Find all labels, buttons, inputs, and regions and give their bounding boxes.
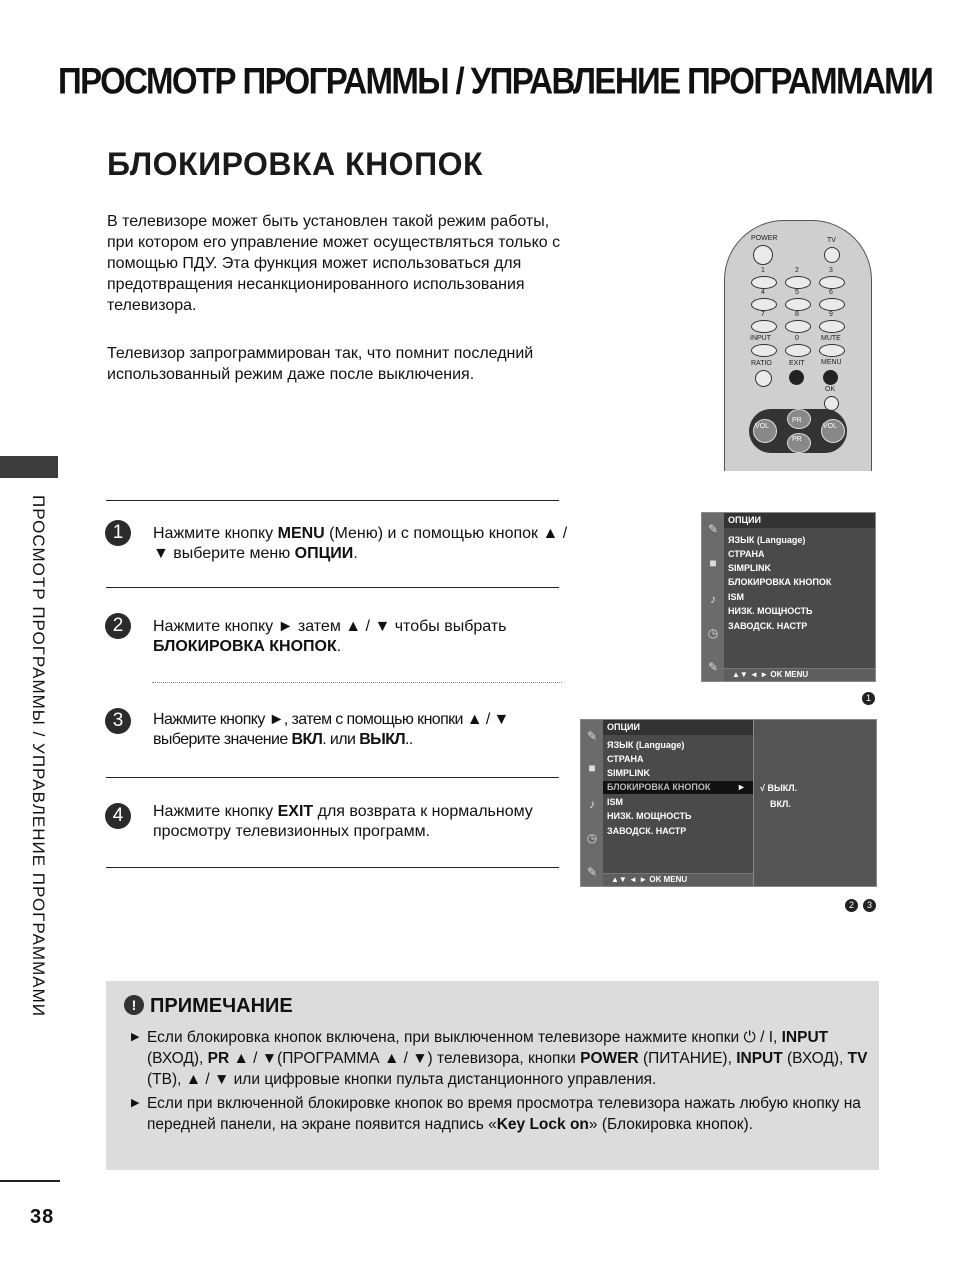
menu-icon-column bbox=[702, 513, 724, 681]
step-number: 3 bbox=[105, 708, 131, 734]
dotted-divider bbox=[152, 682, 562, 683]
digit-label: 3 bbox=[829, 267, 833, 274]
side-section-label: ПРОСМОТР ПРОГРАММЫ / УПРАВЛЕНИЕ ПРОГРАММАМИ bbox=[29, 495, 48, 1017]
menu-header: ОПЦИИ bbox=[724, 513, 875, 528]
menu-header: ОПЦИИ bbox=[603, 720, 753, 735]
digit-button bbox=[785, 320, 811, 333]
figure-badge: 3 bbox=[863, 899, 876, 912]
digit-button bbox=[751, 320, 777, 333]
exclamation-icon: ! bbox=[124, 995, 144, 1015]
note-box bbox=[106, 981, 879, 1170]
menu-item: ЯЗЫК (Language) bbox=[728, 535, 806, 545]
note-heading bbox=[124, 995, 293, 1018]
page-title: ПРОСМОТР ПРОГРАММЫ / УПРАВЛЕНИЕ ПРОГРАММАМИ bbox=[58, 60, 933, 102]
step-3-text: Нажмите кнопку ►, затем с помощью кнопки ▲ / ▼ выберите значение ВКЛ. или ВЫКЛ.. bbox=[153, 711, 509, 748]
mute-button bbox=[819, 344, 845, 357]
note-title: ПРИМЕЧАНИЕ bbox=[150, 995, 293, 1017]
exit-button bbox=[789, 370, 804, 385]
power-button bbox=[753, 245, 773, 265]
pr-up-label: PR bbox=[792, 417, 802, 424]
menu-footer: ▲▼ ◄ ► OK MENU bbox=[603, 873, 753, 886]
menu-icon-column bbox=[581, 720, 603, 886]
audio-icon: ♪ bbox=[589, 797, 595, 811]
digit-button bbox=[751, 276, 777, 289]
options-menu-screenshot bbox=[701, 512, 876, 682]
menu-item: СТРАНА bbox=[607, 754, 644, 764]
setup-icon: ✎ bbox=[707, 522, 719, 536]
digit-label: 4 bbox=[761, 289, 765, 296]
mute-label: MUTE bbox=[821, 335, 841, 342]
tv-button bbox=[824, 247, 840, 263]
submenu-option-off: √ ВЫКЛ. bbox=[760, 783, 798, 793]
submenu-arrow-icon: ► bbox=[737, 782, 746, 792]
time-icon: ◷ bbox=[707, 626, 719, 640]
digit-label: 5 bbox=[795, 289, 799, 296]
bullet-triangle-icon: ▶ bbox=[131, 1097, 140, 1109]
menu-item: SIMPLINK bbox=[728, 563, 772, 573]
ratio-label: RATIO bbox=[751, 360, 772, 367]
side-tab-marker bbox=[0, 456, 58, 478]
digit-button bbox=[819, 320, 845, 333]
figure-badge: 1 bbox=[862, 692, 875, 705]
footer-rule bbox=[0, 1180, 60, 1182]
digit-button bbox=[751, 298, 777, 311]
remote-control-illustration bbox=[724, 220, 872, 471]
menu-item: ISM bbox=[607, 797, 624, 807]
menu-item: ISM bbox=[728, 592, 745, 602]
menu-item: НИЗК. МОЩНОСТЬ bbox=[728, 606, 813, 616]
options-menu-selected-screenshot bbox=[580, 719, 754, 887]
intro-paragraph-2: Телевизор запрограммирован так, что помнит последний использованный режим даже после выключения. bbox=[107, 345, 534, 383]
menu-item: БЛОКИРОВКА КНОПОК bbox=[728, 577, 832, 587]
vol-left-label: VOL bbox=[755, 423, 770, 430]
menu-item: ЗАВОДСК. НАСТР bbox=[728, 621, 808, 631]
page-number: 38 bbox=[30, 1206, 55, 1228]
digit-label: 7 bbox=[761, 311, 765, 318]
menu-item: НИЗК. МОЩНОСТЬ bbox=[607, 811, 692, 821]
digit-label: 1 bbox=[761, 267, 765, 274]
vol-right-label: VOL bbox=[823, 423, 838, 430]
menu-item: ЗАВОДСК. НАСТР bbox=[607, 826, 687, 836]
picture-icon: ■ bbox=[588, 761, 596, 775]
zero-label: 0 bbox=[795, 335, 799, 342]
digit-button bbox=[819, 298, 845, 311]
setup-icon: ✎ bbox=[586, 729, 598, 743]
picture-icon: ■ bbox=[709, 556, 717, 570]
divider bbox=[106, 867, 559, 868]
digit-label: 8 bbox=[795, 311, 799, 318]
step-2-text: Нажмите кнопку ► затем ▲ / ▼ чтобы выбрать БЛОКИРОВКА КНОПОК. bbox=[153, 618, 507, 655]
submenu-option-on: ВКЛ. bbox=[770, 799, 791, 809]
menu-button bbox=[823, 370, 838, 385]
step-4-text: Нажмите кнопку EXIT для возврата к нормальному просмотру телевизионных программ. bbox=[153, 803, 533, 840]
section-title: БЛОКИРОВКА КНОПОК bbox=[107, 146, 483, 182]
menu-item: ЯЗЫК (Language) bbox=[607, 740, 685, 750]
zero-button bbox=[785, 344, 811, 357]
divider bbox=[106, 777, 559, 778]
time-icon: ◷ bbox=[586, 831, 598, 845]
digit-button bbox=[785, 298, 811, 311]
step-number: 1 bbox=[105, 520, 131, 546]
digit-button bbox=[785, 276, 811, 289]
input-label: INPUT bbox=[750, 335, 771, 342]
menu-item: SIMPLINK bbox=[607, 768, 651, 778]
menu-footer: ▲▼ ◄ ► OK MENU bbox=[724, 668, 875, 681]
intro-paragraph-1: В телевизоре может быть установлен такой режим работы, при котором его управление может осуществляться только с помощью ПДУ. Эта функция может использоваться для предотвращения несанкционированного использования телевизора. bbox=[107, 213, 561, 314]
digit-button bbox=[819, 276, 845, 289]
exit-label: EXIT bbox=[789, 360, 805, 367]
menu-item-selected: БЛОКИРОВКА КНОПОК bbox=[607, 782, 711, 792]
input-button bbox=[751, 344, 777, 357]
note-item-1: ▶ Если блокировка кнопок включена, при выключенном телевизоре нажмите кнопки ⏻ / I, INPUT (ВХОД), PR ▲ / ▼(ПРОГРАММА ▲ / ▼) телевизора, кнопки POWER (ПИТАНИЕ), INPUT (ВХОД), TV (ТВ), ▲ / ▼ или цифровые кнопки пульта дистанционного управления. bbox=[131, 1029, 868, 1088]
divider bbox=[106, 500, 559, 501]
pr-down-label: PR bbox=[792, 436, 802, 443]
step-1-text: Нажмите кнопку MENU (Меню) и с помощью кнопок ▲ / ▼ выберите меню ОПЦИИ. bbox=[153, 525, 568, 562]
ok-label: OK bbox=[825, 386, 836, 393]
option-icon: ✎ bbox=[707, 660, 719, 674]
power-label: POWER bbox=[751, 235, 778, 242]
digit-label: 2 bbox=[795, 267, 799, 274]
figure-badge: 2 bbox=[845, 899, 858, 912]
bullet-triangle-icon: ▶ bbox=[131, 1031, 140, 1043]
option-icon: ✎ bbox=[586, 865, 598, 879]
audio-icon: ♪ bbox=[710, 592, 716, 606]
divider bbox=[106, 587, 559, 588]
ratio-button bbox=[755, 370, 772, 387]
menu-item: СТРАНА bbox=[728, 549, 765, 559]
step-number: 2 bbox=[105, 613, 131, 639]
note-item-2: ▶ Если при включенной блокировке кнопок во время просмотра телевизора нажать любую кнопку на передней панели, на экране появится надпись «Key Lock on» (Блокировка кнопок). bbox=[131, 1095, 861, 1133]
menu-label: MENU bbox=[821, 359, 842, 366]
step-number: 4 bbox=[105, 803, 131, 829]
digit-label: 9 bbox=[829, 311, 833, 318]
digit-label: 6 bbox=[829, 289, 833, 296]
submenu-panel bbox=[753, 719, 877, 887]
tv-label: TV bbox=[827, 237, 836, 244]
